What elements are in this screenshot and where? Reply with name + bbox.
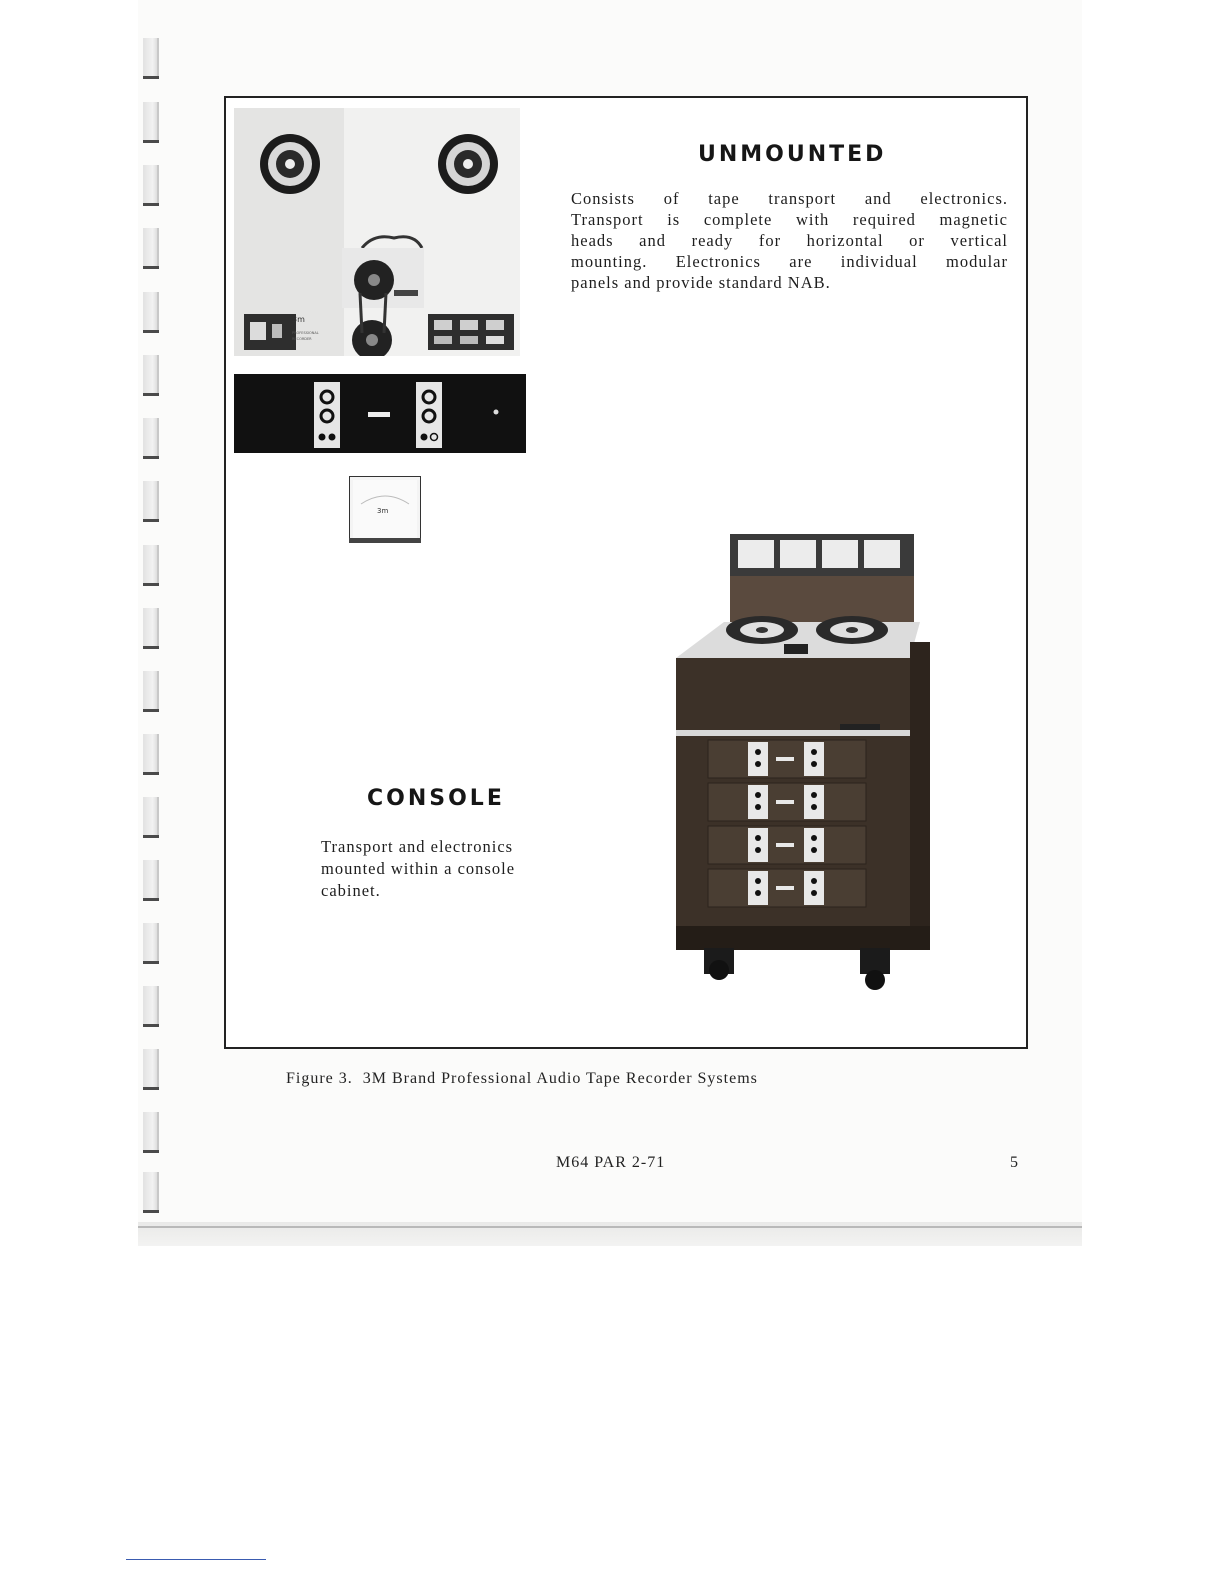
binding-hole <box>143 38 159 79</box>
console-description <box>321 836 581 902</box>
vu-meter-photo <box>349 476 421 543</box>
binding-hole <box>143 545 159 586</box>
unmounted-electronics-photo <box>234 374 526 453</box>
unmounted-line: Consists of tape transport and electronics. <box>571 189 1008 208</box>
console-line: mounted within a console <box>321 859 516 878</box>
binding-hole <box>143 1172 159 1213</box>
binding-hole <box>143 1112 159 1153</box>
binding-hole <box>143 355 159 396</box>
unmounted-line: heads and ready for horizontal or vertical <box>571 231 1008 250</box>
binding-hole <box>143 292 159 333</box>
binding-hole <box>143 1049 159 1090</box>
page-number: 5 <box>1010 1154 1018 1171</box>
binding-hole <box>143 734 159 775</box>
figure-caption: Figure 3. 3M Brand Professional Audio Tape Recorder Systems <box>286 1070 758 1087</box>
meter-brand-logo: 3m <box>377 507 389 515</box>
unmounted-heading: UNMOUNTED <box>698 142 887 167</box>
unmounted-line: panels and provide standard NAB. <box>571 273 831 292</box>
binding-hole <box>143 418 159 459</box>
binding-hole <box>143 797 159 838</box>
binding-hole <box>143 986 159 1027</box>
console-line: cabinet. <box>321 881 381 900</box>
binding-hole <box>143 228 159 269</box>
binding-hole <box>143 102 159 143</box>
console-line: Transport and electronics <box>321 837 514 856</box>
binding-hole <box>143 481 159 522</box>
page-bottom-edge <box>138 1226 1082 1228</box>
unmounted-line: Transport is complete with required magnetic <box>571 210 1008 229</box>
stray-divider-line <box>126 1559 266 1560</box>
binding-hole <box>143 923 159 964</box>
binding-hole <box>143 671 159 712</box>
unmounted-description <box>571 188 1008 293</box>
console-cabinet-photo <box>664 530 934 995</box>
transport-brand-logo: 3m <box>292 315 305 324</box>
transport-brand-label: PROFESSIONAL <box>292 331 319 335</box>
transport-brand-label: RECORDER <box>292 337 312 341</box>
console-heading: CONSOLE <box>367 786 505 811</box>
unmounted-transport-photo <box>234 108 520 356</box>
document-code: M64 PAR 2-71 <box>556 1154 666 1171</box>
binding-hole <box>143 165 159 206</box>
binding-hole <box>143 608 159 649</box>
unmounted-line: mounting. Electronics are individual modular <box>571 252 1008 271</box>
binding-hole <box>143 860 159 901</box>
